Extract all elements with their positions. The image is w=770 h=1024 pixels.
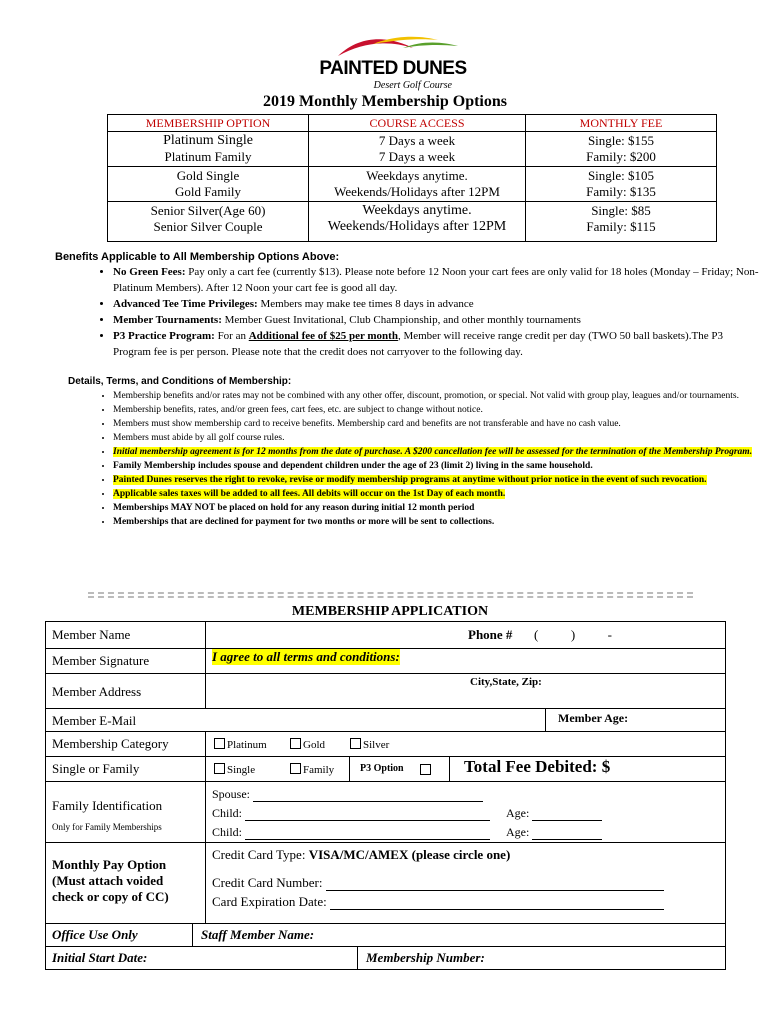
child-line xyxy=(245,820,490,821)
age-line xyxy=(532,839,602,840)
member-address-label-cell xyxy=(45,673,206,709)
table-header-row xyxy=(108,115,717,132)
fee-cell xyxy=(526,202,717,242)
age-line xyxy=(532,820,602,821)
cc-exp-label: Card Expiration Date: xyxy=(212,894,327,909)
platinum-checkbox[interactable] xyxy=(214,738,267,751)
access-line: Weekends/Holidays after 12PM xyxy=(334,184,500,199)
detail-text: Membership benefits, rates, and/or green fees, cart fees, etc. are subject to change without notice. xyxy=(113,405,483,415)
list-item xyxy=(113,445,763,459)
list-item xyxy=(113,459,763,473)
staff-member-label: Staff Member Name: xyxy=(201,927,315,942)
family-only-note: Only for Family Memberships xyxy=(52,822,162,832)
list-item xyxy=(113,296,763,312)
fee-line: Family: $200 xyxy=(586,149,656,164)
header-membership-option: MEMBERSHIP OPTION xyxy=(108,115,309,132)
list-item xyxy=(113,473,763,487)
benefit-text: , Member will receive range credit per day (TWO 50 ball baskets).The P3 Program fee is per person. Please note that the credit does not carryover to the following day. xyxy=(113,330,723,358)
option-cell xyxy=(108,132,309,167)
option-line: Senior Silver Couple xyxy=(153,219,263,234)
access-line: Weekends/Holidays after 12PM xyxy=(327,219,507,234)
family-id-label-cell xyxy=(45,781,206,843)
benefits-list xyxy=(68,264,763,360)
fee-line: Family: $115 xyxy=(586,219,656,234)
member-name-label-cell xyxy=(45,621,206,649)
initial-start-label: Initial Start Date: xyxy=(52,950,148,965)
detail-text: Initial membership agreement is for 12 months from the date of purchase. A $200 cancellation fee will be assessed for the termination of the Membership Program. xyxy=(113,447,753,457)
option-line: Gold Single xyxy=(176,168,240,183)
fee-line: Single: $155 xyxy=(587,133,655,148)
access-line: Weekdays anytime. xyxy=(362,203,472,218)
detail-text: Memberships MAY NOT be placed on hold for any reason during initial 12 month period xyxy=(113,503,475,513)
access-line: 7 Days a week xyxy=(378,133,456,148)
member-name-label: Member Name xyxy=(52,627,131,642)
child-line xyxy=(245,839,490,840)
phone-label: Phone # xyxy=(468,627,513,642)
list-item xyxy=(113,328,763,360)
cc-number-line xyxy=(326,890,664,891)
list-item xyxy=(113,389,763,403)
access-cell xyxy=(309,132,526,167)
access-line: 7 Days a week xyxy=(378,149,456,164)
table-row xyxy=(108,202,717,242)
member-address-label: Member Address xyxy=(52,684,142,699)
platinum-label: Platinum xyxy=(227,739,267,751)
logo-subtitle: Desert Golf Course xyxy=(373,80,452,91)
benefit-title: No Green Fees: xyxy=(113,266,186,278)
cc-type-options: VISA/MC/AMEX (please circle one) xyxy=(308,847,511,862)
single-family-label-cell xyxy=(45,756,206,782)
fee-line: Single: $85 xyxy=(591,203,651,218)
cc-type-label: Credit Card Type: xyxy=(212,847,309,862)
list-item xyxy=(113,264,763,296)
checkbox-icon xyxy=(350,738,361,749)
benefit-text: Members may make tee times 8 days in advance xyxy=(257,298,474,310)
list-item xyxy=(113,417,763,431)
details-heading: Details, Terms, and Conditions of Membership: xyxy=(68,376,292,387)
family-checkbox[interactable] xyxy=(290,763,334,776)
option-line: Senior Silver(Age 60) xyxy=(150,203,266,218)
option-line: Gold Family xyxy=(174,184,242,199)
member-signature-label: Member Signature xyxy=(52,653,150,668)
cc-number-field[interactable] xyxy=(212,875,664,891)
painted-dunes-logo xyxy=(318,30,468,96)
age-label: Age: xyxy=(506,806,530,820)
p3-option-cell[interactable] xyxy=(349,756,450,782)
single-checkbox[interactable] xyxy=(214,763,255,776)
single-family-label: Single or Family xyxy=(52,761,140,776)
header-monthly-fee: MONTHLY FEE xyxy=(526,115,717,132)
list-item xyxy=(113,515,763,529)
credit-card-fields[interactable] xyxy=(205,842,726,924)
office-use-cell xyxy=(45,923,193,947)
fee-cell xyxy=(526,167,717,202)
option-line: Platinum Family xyxy=(164,149,252,164)
total-fee-field[interactable] xyxy=(449,756,726,782)
detail-text: Painted Dunes reserves the right to revoke, revise or modify membership programs at anytime without prior notice in the event of such revocation. xyxy=(113,475,707,485)
membership-category-label: Membership Category xyxy=(52,736,169,751)
monthly-pay-line-3: check or copy of CC) xyxy=(52,889,169,904)
cc-type-field[interactable] xyxy=(212,847,510,863)
checkbox-icon xyxy=(290,738,301,749)
family-label: Family xyxy=(303,764,335,776)
logo-name: PAINTED DUNES xyxy=(319,58,467,79)
family-id-fields[interactable] xyxy=(205,781,726,843)
child-age-field[interactable] xyxy=(506,825,602,840)
benefit-title: P3 Practice Program: xyxy=(113,330,215,342)
gold-label: Gold xyxy=(303,739,325,751)
fee-line: Family: $135 xyxy=(586,184,656,199)
membership-category-label-cell xyxy=(45,731,206,757)
spouse-line xyxy=(253,801,483,802)
detail-text: Memberships that are declined for payment for two months or more will be sent to collections. xyxy=(113,517,495,527)
benefit-underline: Additional fee of $25 per month xyxy=(248,330,398,342)
application-title: MEMBERSHIP APPLICATION xyxy=(291,604,489,619)
member-email-label: Member E-Mail xyxy=(52,713,137,728)
member-name-field[interactable] xyxy=(205,621,726,649)
member-signature-field[interactable] xyxy=(205,648,726,674)
monthly-pay-label-cell xyxy=(45,842,206,924)
membership-number-label: Membership Number: xyxy=(366,950,485,965)
page-title: 2019 Monthly Membership Options xyxy=(262,93,507,110)
table-row xyxy=(108,167,717,202)
details-list xyxy=(68,389,763,529)
detail-text: Members must show membership card to receive benefits. Membership card and benefits are not transferable and have no cash value. xyxy=(113,419,621,429)
checkbox-icon xyxy=(214,738,225,749)
benefit-text: For an xyxy=(214,330,249,342)
agree-terms-text: I agree to all terms and conditions: xyxy=(212,649,400,664)
member-address-field[interactable] xyxy=(205,673,726,709)
benefit-text: Pay only a cart fee (currently $13). Please note before 12 Noon your cart fees are only valid for 18 holes (Monday – Friday; Non-Platinum Members). After 12 Noon your cart fee is good all day. xyxy=(113,266,759,294)
p3-checkbox-icon[interactable] xyxy=(420,764,431,775)
fee-line: Single: $105 xyxy=(587,168,655,183)
child-label: Child: xyxy=(212,806,243,820)
city-state-zip-label: City,State, Zip: xyxy=(470,676,542,688)
gold-checkbox[interactable] xyxy=(290,738,325,751)
member-email-field[interactable] xyxy=(45,708,546,732)
child-label: Child: xyxy=(212,825,243,839)
silver-label: Silver xyxy=(363,739,390,751)
monthly-pay-line-2: (Must attach voided xyxy=(52,873,164,888)
member-age-field[interactable] xyxy=(545,708,726,732)
fee-cell xyxy=(526,132,717,167)
cc-number-label: Credit Card Number: xyxy=(212,875,323,890)
membership-number-field[interactable] xyxy=(357,946,726,970)
child-age-field[interactable] xyxy=(506,806,602,821)
checkbox-icon xyxy=(290,763,301,774)
benefit-title: Member Tournaments: xyxy=(113,314,222,326)
cc-exp-field[interactable] xyxy=(212,894,664,910)
checkbox-icon xyxy=(214,763,225,774)
spouse-field[interactable] xyxy=(212,787,483,802)
detail-text: Applicable sales taxes will be added to all fees. All debits will occur on the 1st Day of each month. xyxy=(113,489,506,499)
spouse-label: Spouse: xyxy=(212,787,251,801)
detail-text: Membership benefits and/or rates may not be combined with any other offer, discount, promotion, or special. Not valid with group play, leagues and/or tournaments. xyxy=(113,391,739,401)
list-item xyxy=(113,501,763,515)
p3-option-label: P3 Option xyxy=(360,763,404,774)
membership-category-options xyxy=(205,731,726,757)
list-item xyxy=(113,431,763,445)
member-age-label: Member Age: xyxy=(558,711,629,725)
list-item xyxy=(113,487,763,501)
benefit-text: Member Guest Invitational, Club Championship, and other monthly tournaments xyxy=(221,314,581,326)
list-item xyxy=(113,312,763,328)
staff-member-field[interactable] xyxy=(192,923,726,947)
office-use-label: Office Use Only xyxy=(52,927,138,942)
option-cell xyxy=(108,167,309,202)
phone-field[interactable]: ( ) - xyxy=(534,627,612,642)
benefit-title: Advanced Tee Time Privileges: xyxy=(113,298,258,310)
monthly-pay-line-1: Monthly Pay Option xyxy=(52,857,167,872)
option-cell xyxy=(108,202,309,242)
header-course-access: COURSE ACCESS xyxy=(309,115,526,132)
child-field[interactable] xyxy=(212,825,490,840)
benefits-heading: Benefits Applicable to All Membership Options Above: xyxy=(55,251,340,263)
table-row xyxy=(108,132,717,167)
silver-checkbox[interactable] xyxy=(350,738,389,751)
detail-text: Members must abide by all golf course rules. xyxy=(113,433,285,443)
initial-start-field[interactable] xyxy=(45,946,358,970)
access-cell xyxy=(309,202,526,242)
section-separator xyxy=(88,592,693,598)
option-line: Platinum Single xyxy=(163,133,253,148)
member-signature-label-cell xyxy=(45,648,206,674)
age-label: Age: xyxy=(506,825,530,839)
list-item xyxy=(113,403,763,417)
access-cell xyxy=(309,167,526,202)
membership-options-table xyxy=(107,114,717,242)
family-id-label: Family Identification xyxy=(52,798,163,813)
detail-text: Family Membership includes spouse and dependent children under the age of 23 (limit 2) living in the same household. xyxy=(113,461,593,471)
total-fee-label: Total Fee Debited: $ xyxy=(464,757,611,776)
single-label: Single xyxy=(227,764,256,776)
child-field[interactable] xyxy=(212,806,490,821)
single-family-options xyxy=(205,756,350,782)
dunes-graphic-icon xyxy=(318,30,468,60)
cc-exp-line xyxy=(330,909,664,910)
access-line: Weekdays anytime. xyxy=(366,168,468,183)
